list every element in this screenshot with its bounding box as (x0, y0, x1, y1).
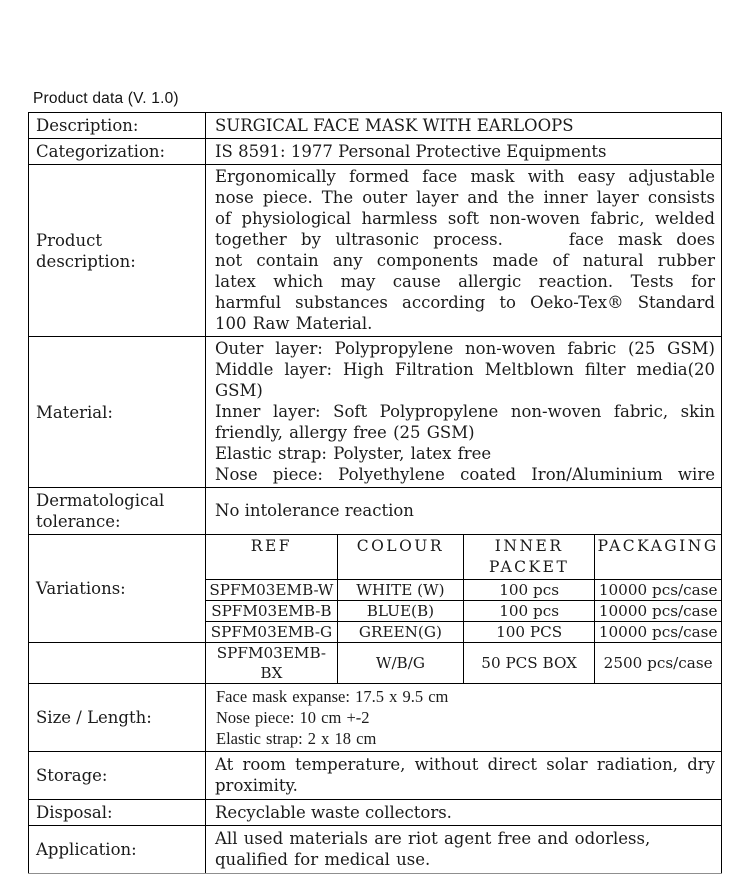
row-label-size-length: Size / Length: (29, 684, 206, 752)
text-line: Ergonomically formed face mask with easy adjustable (215, 167, 715, 186)
text-line: Inner layer: Soft Polypropylene non-woven fabric, skin (215, 402, 715, 421)
cell-packaging: 2500 pcs/case (595, 643, 721, 683)
text-line: Nose piece: 10 cm +-2 (216, 708, 370, 727)
text-line: 100 Raw Material. (215, 314, 373, 333)
row-variations (29, 535, 722, 643)
row-categorization (29, 139, 722, 165)
text-line: latex which may cause allergic reaction. Tests for (215, 272, 715, 291)
text-line: nose piece. The outer layer and the inner layer consists (215, 188, 715, 207)
row-value-disposal: Recyclable waste collectors. (206, 800, 722, 826)
row-application (29, 826, 722, 874)
row-label-categorization: Categorization: (29, 139, 206, 165)
cell-ref: SPFM03EMB-B (206, 601, 337, 622)
row-material (29, 337, 722, 488)
cell-colour: BLUE(B) (337, 601, 463, 622)
row-label-disposal: Disposal: (29, 800, 206, 826)
product-data-table (28, 112, 722, 874)
row-label-storage: Storage: (29, 752, 206, 800)
row-label-product-description (29, 165, 206, 337)
text-line: proximity. (215, 776, 298, 795)
text-line: All used materials are riot agent free and odorless, (215, 829, 651, 848)
text-line: together by ultrasonic process. face mask does (215, 230, 715, 249)
label-line: Product (36, 230, 102, 250)
row-value-categorization: IS 8591: 1977 Personal Protective Equipments (206, 139, 722, 165)
table-row (206, 580, 721, 601)
row-value-product-description (206, 165, 722, 337)
cell-packaging: 10000 pcs/case (595, 622, 721, 643)
text-line: GSM) (215, 381, 263, 400)
text-line: friendly, allergy free (25 GSM) (215, 423, 475, 442)
text-line: Outer layer: Polypropylene non-woven fabric (25 GSM) (215, 339, 715, 358)
row-label-material: Material: (29, 337, 206, 488)
text-line: Middle layer: High Filtration Meltblown filter media(20 (215, 360, 715, 379)
text-line: Face mask expanse: 17.5 x 9.5 cm (216, 687, 449, 706)
cell-ref: SPFM03EMB-W (206, 580, 337, 601)
row-size-length (29, 684, 722, 752)
row-value-size-length (206, 684, 722, 752)
cell-packaging: 10000 pcs/case (595, 601, 721, 622)
cell-ref: SPFM03EMB-G (206, 622, 337, 643)
cell-packaging: 10000 pcs/case (595, 580, 721, 601)
row-dermatological-tolerance (29, 488, 722, 535)
variations-table-last-row (206, 643, 721, 683)
label-line: description: (36, 251, 136, 271)
table-row (206, 622, 721, 643)
variations-table (206, 535, 721, 642)
column-header-packaging: PACKAGING (595, 535, 721, 580)
variations-subtable-wrapper-2 (206, 643, 722, 684)
cell-ref: SPFM03EMB-BX (206, 643, 337, 683)
row-label-variations: Variations: (29, 535, 206, 643)
row-value-dermatological-tolerance: No intolerance reaction (206, 488, 722, 535)
text-line: Nose piece: Polyethylene coated Iron/Aluminium wire (215, 465, 715, 484)
table-row (206, 601, 721, 622)
page-title: Product data (V. 1.0) (33, 90, 179, 107)
row-value-application (206, 826, 722, 874)
row-storage (29, 752, 722, 800)
label-line: tolerance: (36, 512, 121, 531)
row-label-dermatological-tolerance (29, 488, 206, 535)
row-label-description: Description: (29, 113, 206, 139)
text-line: Elastic strap: 2 x 18 cm (216, 729, 377, 748)
cell-inner-packet: 100 pcs (463, 601, 594, 622)
row-variations-extra (29, 643, 722, 684)
label-line: Dermatological (36, 491, 165, 510)
row-value-storage (206, 752, 722, 800)
column-header-ref: REF (206, 535, 337, 580)
cell-inner-packet: 50 PCS BOX (463, 643, 594, 683)
cell-colour: WHITE (W) (337, 580, 463, 601)
text-line: Elastic strap: Polyster, latex free (215, 444, 492, 463)
text-line: harmful substances according to Oeko-Tex® Standard (215, 293, 715, 312)
row-product-description (29, 165, 722, 337)
row-label-application: Application: (29, 826, 206, 874)
text-line: of physiological harmless soft non-woven fabric, welded (215, 209, 715, 228)
text-line: not contain any components made of natural rubber (215, 251, 715, 270)
column-header-inner-packet: INNER PACKET (463, 535, 594, 580)
table-row (206, 643, 721, 683)
text-line: At room temperature, without direct solar radiation, dry (215, 755, 715, 774)
row-description (29, 113, 722, 139)
column-header-colour: COLOUR (337, 535, 463, 580)
row-value-description: SURGICAL FACE MASK WITH EARLOOPS (206, 113, 722, 139)
cell-colour: W/B/G (337, 643, 463, 683)
row-value-material (206, 337, 722, 488)
variations-header-row (206, 535, 721, 580)
cell-colour: GREEN(G) (337, 622, 463, 643)
text-line: qualified for medical use. (215, 850, 431, 869)
row-disposal (29, 800, 722, 826)
variations-subtable-wrapper (206, 535, 722, 643)
cell-inner-packet: 100 pcs (463, 580, 594, 601)
row-label-empty (29, 643, 206, 684)
cell-inner-packet: 100 PCS (463, 622, 594, 643)
